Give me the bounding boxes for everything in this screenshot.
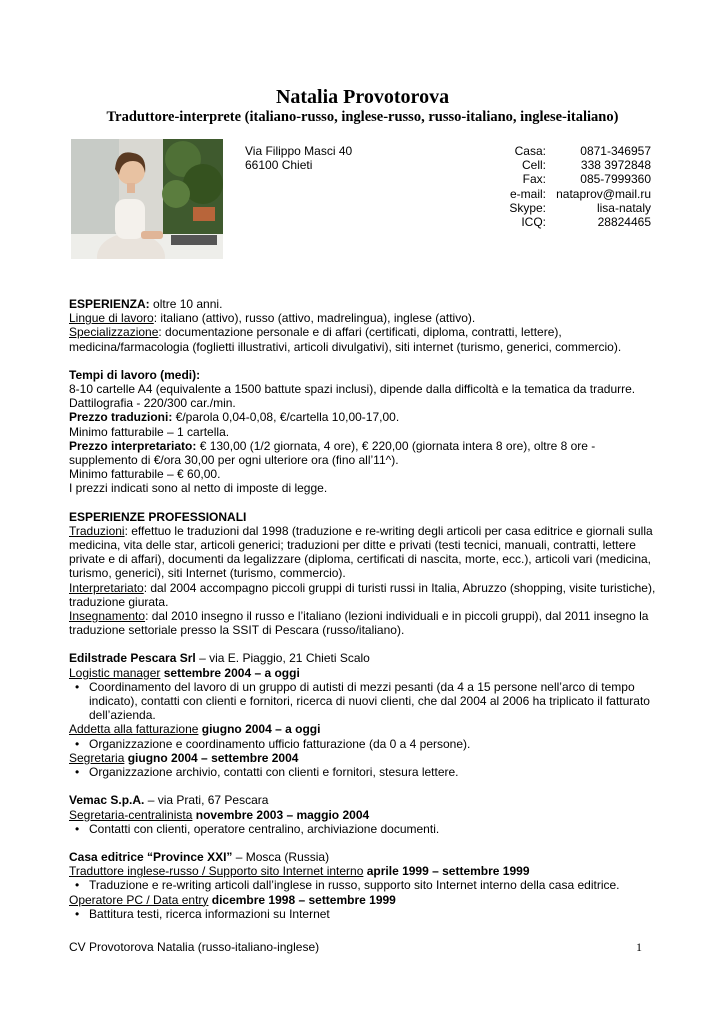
contact-label: Skype:	[509, 200, 546, 215]
contact-value: 338 3972848	[580, 158, 651, 173]
role-title: Logistic manager	[69, 665, 161, 680]
role-period: giugno 2004 – settembre 2004	[124, 750, 299, 765]
company-name: Vemac S.p.A.	[69, 793, 145, 808]
times-line: 8-10 cartelle A4 (equivalente a 1500 battute spazi inclusi), dipende dalla difficoltà e la tematica da tradurre.	[69, 382, 636, 397]
teaching-label: Insegnamento	[69, 609, 146, 624]
role-line	[69, 722, 659, 736]
price-interpreting-line	[69, 439, 659, 467]
contact-label: Fax:	[522, 172, 546, 187]
role-line	[69, 808, 659, 822]
contact-value: 085-7999360	[580, 172, 651, 187]
languages-value: : italiano (attivo), russo (attivo, madrelingua), inglese (attivo).	[153, 311, 476, 326]
company-location: – via Prati, 67 Pescara	[144, 793, 269, 808]
cv-body	[69, 297, 659, 921]
job-header	[69, 793, 659, 807]
job-header	[69, 850, 659, 864]
tax-note: I prezzi indicati sono al netto di imposte di legge.	[69, 481, 328, 496]
professional-title: ESPERIENZE PROFESSIONALI	[69, 509, 247, 524]
role-title: Addetta alla fatturazione	[69, 722, 199, 737]
contact-label: ICQ:	[521, 215, 546, 230]
interpreting-paragraph	[69, 581, 659, 609]
role-title: Operatore PC / Data entry	[69, 892, 209, 907]
job-casa-editrice	[69, 850, 659, 921]
experience-line	[69, 297, 659, 311]
contact-value: 28824465	[597, 215, 651, 230]
company-location: – via E. Piaggio, 21 Chieti Scalo	[195, 651, 370, 666]
price-translation-label: Prezzo traduzioni:	[69, 410, 176, 425]
experience-label: ESPERIENZA:	[69, 297, 150, 311]
professional-section	[69, 510, 659, 638]
translations-paragraph	[69, 524, 659, 581]
times-section	[69, 368, 659, 496]
job-header	[69, 651, 659, 665]
contact-row	[470, 215, 651, 229]
list-item: • Contatti con clienti, operatore centralino, archiviazione documenti.	[89, 822, 659, 836]
interpreting-value: : dal 2004 accompagno piccoli gruppi di turisti russi in Italia, Abruzzo (shopping, visite turistiche), traduzione giurata.	[69, 580, 656, 609]
contact-email[interactable]: nataprov@mail.ru	[556, 186, 651, 201]
role-period: settembre 2004 – a oggi	[160, 665, 300, 680]
specialization-label: Specializzazione	[69, 325, 159, 340]
contact-label: Cell:	[521, 158, 546, 173]
min-interpreting-line: Minimo fatturabile – € 60,00.	[69, 467, 221, 482]
list-item: • Traduzione e re-writing articoli dall’inglese in russo, supporto sito Internet interno della casa editrice.	[89, 878, 659, 892]
job-edilstrade	[69, 651, 659, 779]
role-period: dicembre 1998 – settembre 1999	[208, 892, 396, 907]
job-vemac	[69, 793, 659, 836]
contact-row	[470, 201, 651, 215]
role-title: Segretaria	[69, 750, 125, 765]
list-item: • Coordinamento del lavoro di un gruppo di autisti di mezzi pesanti (da 4 a 15 persone nell’arco di tempo indicato), contatti con clienti e fornitori, ricerca di nuovi clienti, che dal 2004 al 2006 ha triplicato il fatturato dell’azienda.	[89, 680, 659, 723]
address-street: Via Filippo Masci 40	[245, 144, 353, 158]
role-line	[69, 666, 659, 680]
list-item: • Battitura testi, ricerca informazioni su Internet	[89, 907, 659, 921]
footer-text: CV Provotorova Natalia (russo-italiano-inglese)	[69, 940, 320, 954]
contact-label: e-mail:	[509, 186, 546, 201]
contact-row	[470, 158, 651, 172]
contact-row	[470, 144, 651, 158]
company-location: – Mosca (Russia)	[232, 849, 330, 864]
contact-row	[470, 187, 651, 201]
company-name: Edilstrade Pescara Srl	[69, 651, 196, 666]
experience-section	[69, 297, 659, 354]
languages-line	[69, 311, 659, 325]
specialization-line	[69, 325, 659, 353]
role-line	[69, 751, 659, 765]
contact-block	[470, 144, 651, 229]
contact-value: lisa-nataly	[596, 200, 651, 215]
experience-value: oltre 10 anni.	[149, 297, 223, 311]
list-item: • Organizzazione e coordinamento ufficio fatturazione (da 0 a 4 persone).	[89, 737, 659, 751]
min-translation-line: Minimo fatturabile – 1 cartella.	[69, 424, 230, 439]
price-interpreting-value: € 130,00 (1/2 giornata, 4 ore), € 220,00 (giornata intera 8 ore), oltre 8 ore - supplemento di €/ora 30,00 per ogni ulteriore ora (fino all’11^).	[69, 438, 596, 468]
contact-row	[470, 172, 651, 186]
contact-value: 0871-346957	[580, 144, 651, 158]
list-item: • Organizzazione archivio, contatti con clienti e fornitori, stesura lettere.	[89, 765, 659, 779]
translations-value: : effettuo le traduzioni dal 1998 (traduzione e re-writing degli articoli per casa editrice e giornali sulla medicina, vita delle star, articoli generici; traduzioni per ditte e privati (testi tecnici, manuali, contratti, lettere private e di affari), documenti da legalizzare (diploma, certificati di nascita, morte, ecc.), articoli vari (medicina, turismo, generici), siti Internet (turismo, commercio).	[69, 523, 653, 581]
typing-line: Dattilografia - 220/300 car./min.	[69, 396, 236, 411]
role-line	[69, 893, 659, 907]
role-period: aprile 1999 – settembre 1999	[363, 864, 530, 879]
contact-label: Casa:	[514, 144, 546, 158]
teaching-value: : dal 2010 insegno il russo e l’italiano (lezioni individuali e in piccoli gruppi), dal 2011 insegno la traduzione settoriale presso la SSIT di Pescara (russo/italiano).	[69, 609, 649, 638]
role-period: novembre 2003 – maggio 2004	[192, 807, 370, 822]
address-block	[245, 144, 352, 172]
specialization-value: : documentazione personale e di affari (certificati, diploma, contratti, lettere), medicina/farmacologia (foglietti illustrativi, articoli divulgativi), siti internet (turismo, generici, commercio).	[69, 325, 622, 354]
languages-label: Lingue di lavoro	[69, 311, 154, 326]
address-city: 66100 Chieti	[245, 158, 313, 173]
page-number: 1	[636, 940, 642, 954]
role-period: giugno 2004 – a oggi	[198, 722, 321, 737]
company-name: Casa editrice “Province XXI”	[69, 849, 233, 864]
cv-name: Natalia Provotorova	[275, 86, 450, 108]
price-translation-value: €/parola 0,04-0,08, €/cartella 10,00-17,00.	[175, 410, 400, 425]
interpreting-label: Interpretariato	[69, 580, 144, 595]
role-title: Traduttore inglese-russo / Supporto sito Internet interno	[69, 864, 364, 879]
price-interpreting-label: Prezzo interpretariato:	[69, 438, 200, 453]
price-translation-line	[69, 410, 659, 424]
profile-photo	[71, 139, 223, 259]
role-line	[69, 864, 659, 878]
times-title: Tempi di lavoro (medi):	[69, 367, 201, 382]
translations-label: Traduzioni	[69, 523, 125, 538]
teaching-paragraph	[69, 609, 659, 637]
cv-subtitle: Traduttore-interprete (italiano-russo, inglese-russo, russo-italiano, inglese-italiano)	[106, 109, 619, 125]
role-title: Segretaria-centralinista	[69, 807, 193, 822]
